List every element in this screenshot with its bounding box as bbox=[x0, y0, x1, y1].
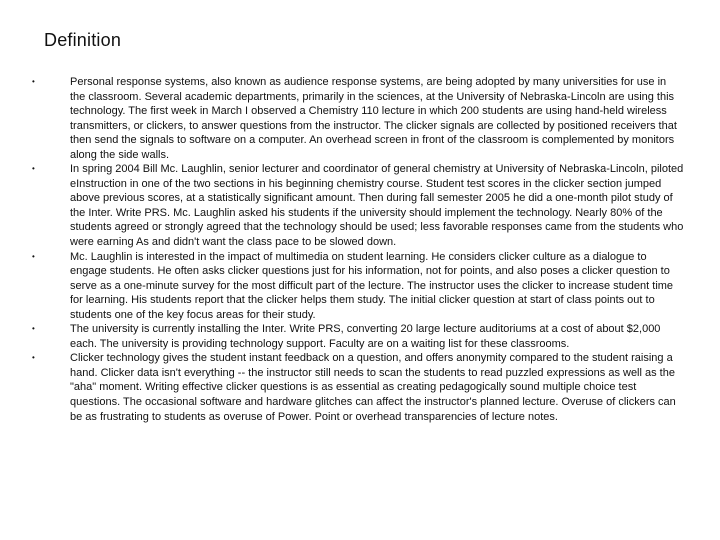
bullet-text-2: In spring 2004 Bill Mc. Laughlin, senior lecturer and coordinator of general chemistry at University of Nebraska-Lincoln, piloted eInstruction in one of the two sections in his beginning chemistry course. Student test scores in the clicker section jumped above previous scores, at a statistically significant amount. Then during fall semester 2005 he did a one-month pilot study of the Inter. Write PRS. Mc. Laughlin asked his students if the university should implement the technology. Nearly 80% of the students agreed or strongly agreed that the technology should be used; less favorable responses came from the students who were earning As and didn't want the class pace to be slowed down. bbox=[70, 163, 684, 249]
bullet-text-5: Clicker technology gives the student instant feedback on a question, and offers anonymity compared to the student raising a hand. Clicker data isn't everything -- the instructor still needs to scan the students to read puzzled expressions as well as the "aha" moment. Writing effective clicker questions is as essential as creating pedagogically sound multiple choice test questions. The occasional software and hardware glitches can affect the instructor's planned lecture. Overuse of clickers can be as frustrating to students as overuse of Power. Point or overhead transparencies of lecture notes. bbox=[70, 352, 676, 423]
slide-title: Definition bbox=[44, 30, 122, 50]
bullet-item-5 bbox=[32, 351, 684, 424]
bullet-text-1: Personal response systems, also known as audience response systems, are being adopted by many universities for use in the classroom. Several academic departments, primarily in the sciences, at the University of Nebraska-Lincoln are using this technology. The first week in March I observed a Chemistry 110 lecture in which 200 students are using hand-held wireless transmitters, or clickers, to answer questions from the instructor. The clicker signals are collected by positioned receivers that then send the signals to software on a computer. An overhead screen in front of the classroom is complemented by monitors along the side walls. bbox=[70, 76, 677, 161]
bullet-icon: • bbox=[32, 353, 35, 363]
bullet-text-4: The university is currently installing the Inter. Write PRS, converting 20 large lecture auditoriums at a cost of about $2,000 each. The university is providing technology support. Faculty are on a waiting list for these classrooms. bbox=[70, 323, 661, 350]
bullet-item-2 bbox=[32, 162, 684, 249]
bullet-icon: • bbox=[32, 324, 35, 334]
bullet-text-3: Mc. Laughlin is interested in the impact of multimedia on student learning. He considers clicker culture as a dialogue to engage students. He often asks clicker questions just for his information, not for points, and also poses a clicker question to serve as a one-minute survey for the most difficult part of the lecture. The instructor uses the clicker to increase student time for learning. His students report that the clicker helps them study. The initial clicker question at start of class points out to students one of the key focus areas for their study. bbox=[70, 250, 674, 321]
bullet-icon: • bbox=[32, 164, 35, 174]
bullet-item-3 bbox=[32, 250, 684, 323]
bullet-icon: • bbox=[32, 251, 35, 261]
bullet-icon: • bbox=[32, 77, 35, 86]
bullet-list bbox=[32, 75, 684, 424]
bullet-item-1 bbox=[32, 75, 684, 162]
bullet-item-4 bbox=[32, 322, 684, 351]
